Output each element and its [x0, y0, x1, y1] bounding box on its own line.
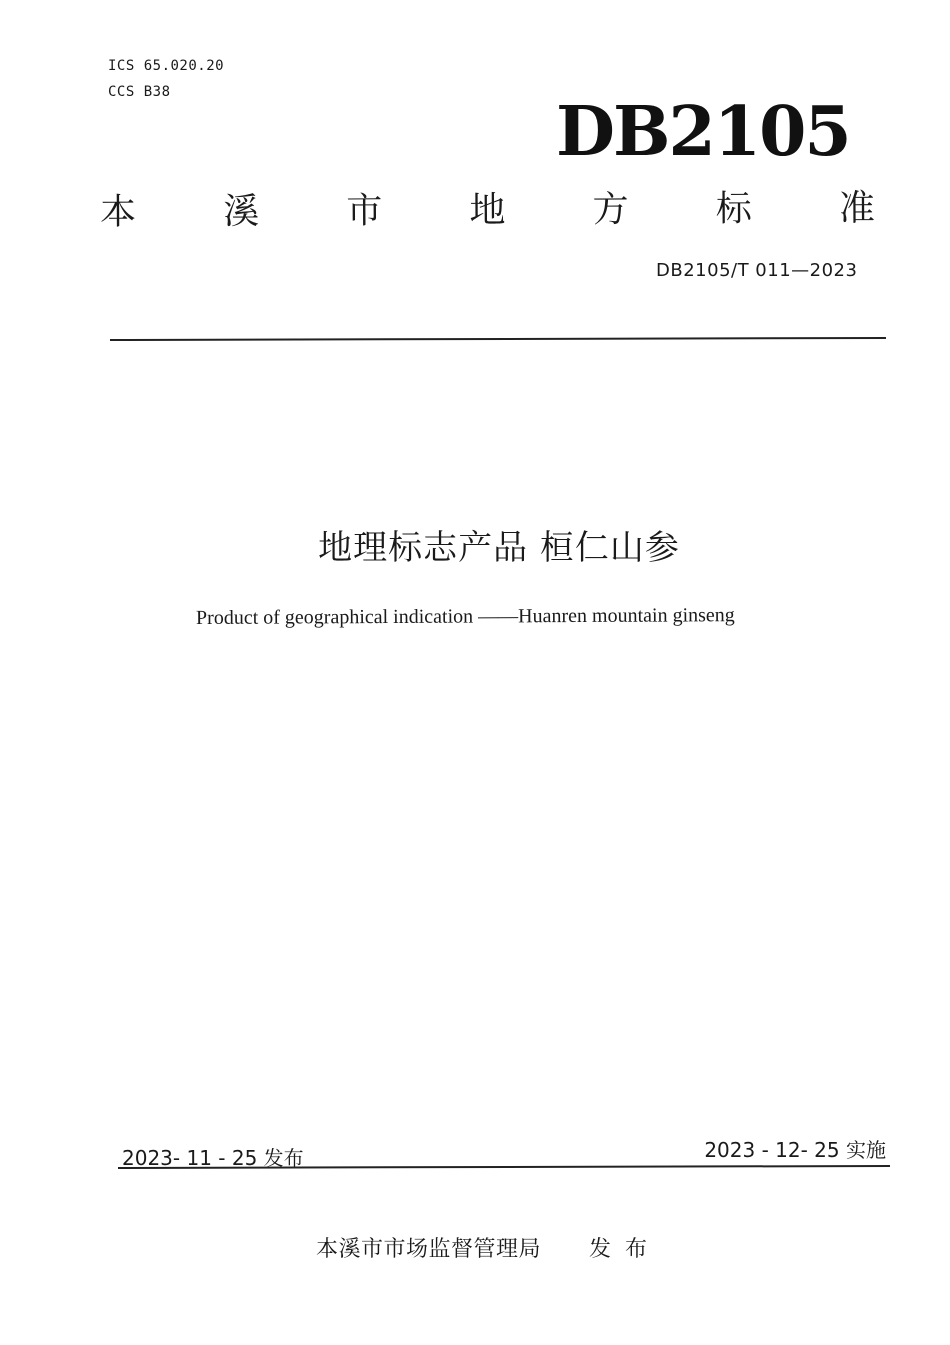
standard-type-char: 本	[99, 191, 137, 234]
standard-type-char: 市	[346, 190, 383, 232]
document-title-chinese: 地理标志产品 桓仁山参	[318, 528, 680, 568]
publish-date: 2023- 11 - 25 发布	[122, 1146, 304, 1170]
standard-type-heading	[100, 184, 875, 238]
ccs-code: CCS B38	[108, 84, 171, 100]
header-divider	[110, 337, 886, 341]
standard-type-char: 方	[592, 189, 629, 231]
standard-type-char: 地	[469, 189, 506, 232]
ics-code: ICS 65.020.20	[108, 58, 225, 74]
db-standard-logo: DB2105	[556, 92, 850, 172]
standard-number: DB2105/T 011—2023	[656, 260, 858, 281]
issuer-name: 本溪市市场监督管理局	[316, 1237, 542, 1262]
issuer-line	[316, 1234, 661, 1266]
standard-type-char: 准	[838, 187, 876, 230]
document-title-english: Product of geographical indication ——Huanren mountain ginseng	[195, 604, 735, 629]
standard-type-char: 溪	[223, 191, 260, 233]
release-label: 发布	[589, 1237, 662, 1262]
standard-type-char: 标	[715, 188, 752, 230]
implement-date: 2023 - 12- 25 实施	[704, 1138, 886, 1162]
